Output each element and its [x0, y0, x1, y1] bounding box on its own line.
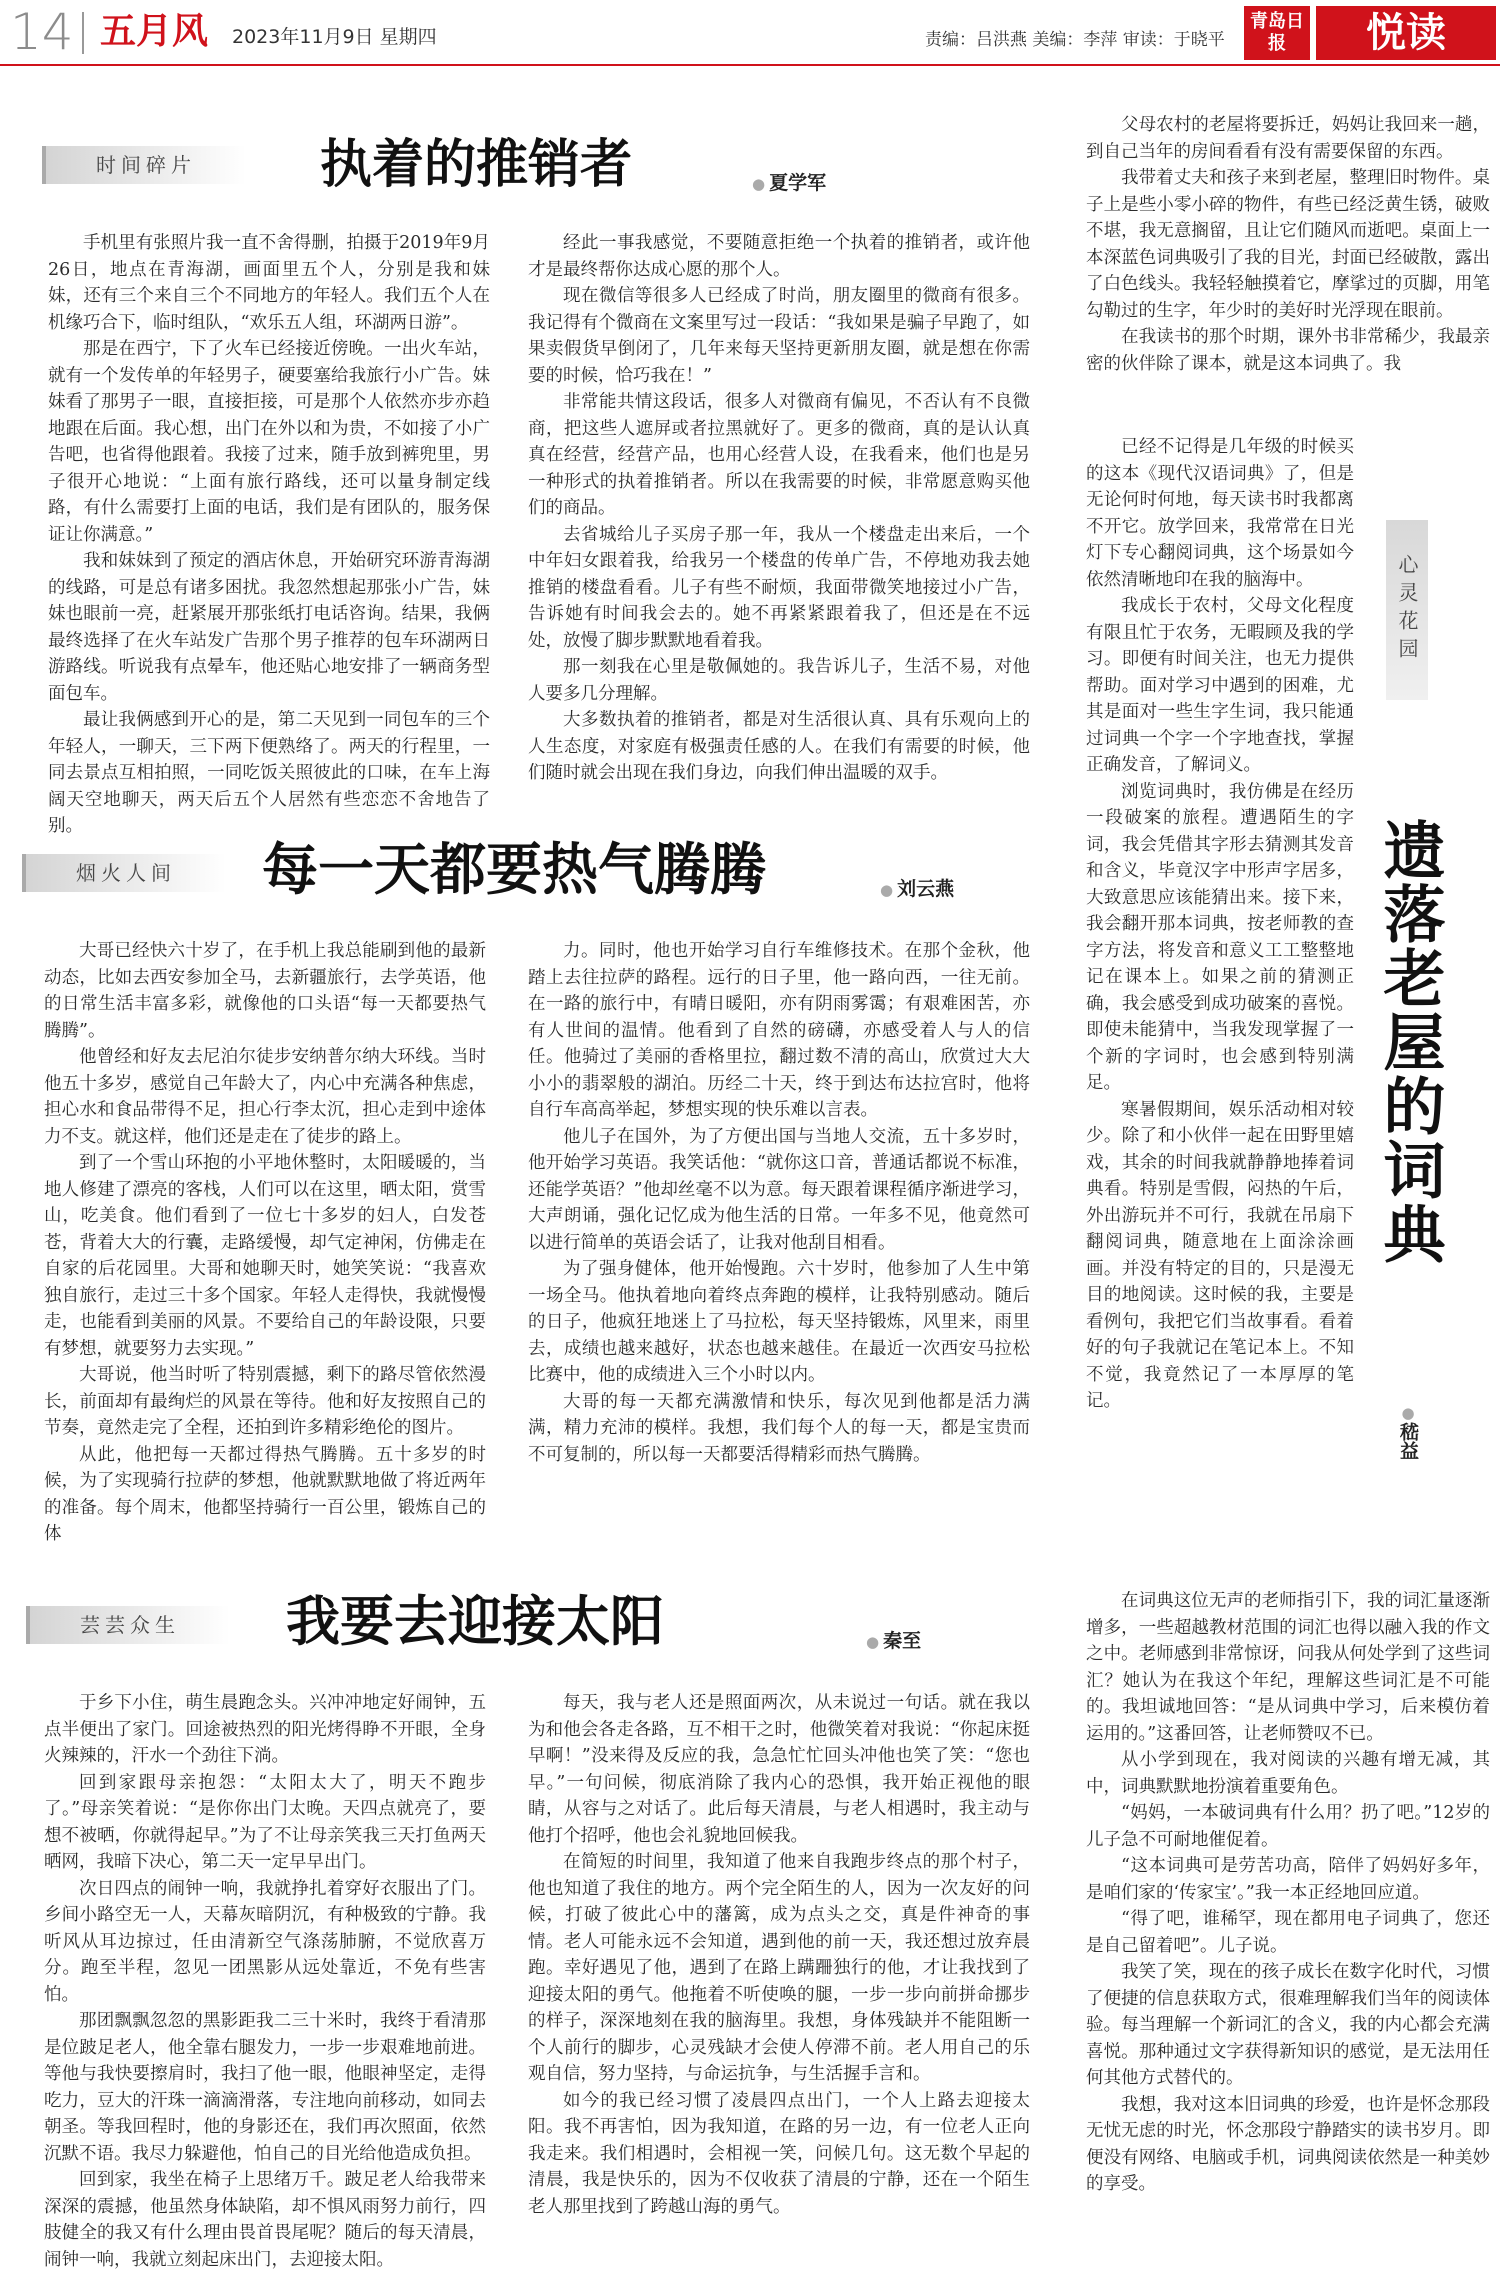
page-number: 14: [10, 3, 74, 61]
paragraph: 于乡下小住，萌生晨跑念头。兴冲冲地定好闹钟，五点半便出了家门。回途被热烈的阳光烤得睁不开眼，全身火辣辣的，汗水一个劲往下淌。: [44, 1693, 486, 1766]
paragraph: 我笑了笑，现在的孩子成长在数字化时代，习惯了便捷的信息获取方式，很难理解我们当年的阅读体验。每当理解一个新词汇的含义，我的内心都会充满喜悦。那种通过文字获得新知识的感觉，是无法用任何其他方式替代的。: [1086, 1962, 1490, 2088]
paragraph: 如今的我已经习惯了凌晨四点出门，一个人上路去迎接太阳。我不再害怕，因为我知道，在路的另一边，有一位老人正向我走来。我们相遇时，会相视一笑，问候几句。这无数个早起的清晨，我是快乐的，因为不仅收获了清晨的宁静，还在一个陌生老人那里找到了跨越山海的勇气。: [528, 2090, 1030, 2217]
paragraph: 从此，他把每一天都过得热气腾腾。五十多岁的时候，为了实现骑行拉萨的梦想，他就默默地做了将近两年的准备。每个周末，他都坚持骑行一百公里，锻炼自己的体: [44, 1444, 486, 1544]
article-author: ● 刘云燕: [880, 874, 954, 901]
masthead: [0, 0, 1500, 66]
paragraph: 寒暑假期间，娱乐活动相对较少。除了和小伙伴一起在田野里嬉戏，其余的时间我就静静地捧着词典看。特别是雪假，闷热的午后，外出游玩并不可行，我就在吊扇下翻阅词典，随意地在上面涂涂画画。并没有特定的目的，只是漫无目的地阅读。这时候的我，主要是看例句，我把它们当故事看。看着好的句子我就记在笔记本上。不知不觉，我竟然记了一本厚厚的笔记。: [1086, 1099, 1354, 1411]
paragraph: 回到家跟母亲抱怨：“太阳太大了，明天不跑步了。”母亲笑着说：“是你你出门太晚。天四点就亮了，要想不被晒，你就得起早。”为了不让母亲笑我三天打鱼两天晒网，我暗下决心，第二天一定早早出门。: [44, 1772, 486, 1872]
article-column-2: [528, 938, 1030, 1534]
article-tag: 芸芸众生: [26, 1606, 230, 1644]
paragraph: 现在微信等很多人已经成了时尚，朋友圈里的微商有很多。我记得有个微商在文案里写过一段话：“我如果是骗子早跑了，如果卖假货早倒闭了，几年来每天坚持更新朋友圈，就是想在你需要的时候，恰巧我在！”: [528, 286, 1030, 386]
article-tag: 时间碎片: [42, 146, 246, 184]
paragraph: 在简短的时间里，我知道了他来自我跑步终点的那个村子，他也知道了我住的地方。两个完全陌生的人，因为一次友好的问候，打破了彼此心中的藩篱，成为点头之交，真是件神奇的事情。老人可能永远不会知道，遇到他的前一天，我还想过放弃晨跑。幸好遇见了他，遇到了在路上蹒跚独行的他，才让我找到了迎接太阳的勇气。他拖着不听使唤的腿，一步一步向前拼命挪步的样子，深深地刻在我的脑海里。我想，身体残缺并不能阻断一个人前行的脚步，心灵残缺才会使人停滞不前。老人用自己的乐观自信，努力坚持，与命运抗争，与生活握手言和。: [528, 1852, 1030, 2084]
paragraph: “妈妈，一本破词典有什么用？扔了吧。”12岁的儿子急不可耐地催促着。: [1086, 1803, 1490, 1850]
article-title: 执着的推销者: [320, 135, 633, 195]
paragraph: 大哥已经快六十岁了，在手机上我总能刷到他的最新动态，比如去西安参加全马，去新疆旅行，去学英语，他的日常生活丰富多彩，就像他的口头语“每一天都要热气腾腾”。: [44, 941, 486, 1041]
paragraph: 回到家，我坐在椅子上思绪万千。跛足老人给我带来深深的震撼，他虽然身体缺陷，却不惧风雨努力前行，四肢健全的我又有什么理由畏首畏尾呢？随后的每天清晨，闹钟一响，我就立刻起床出门，去迎接太阳。: [44, 2170, 486, 2270]
paragraph: 次日四点的闹钟一响，我就挣扎着穿好衣服出了门。乡间小路空无一人，天幕灰暗阴沉，有种极致的宁静。我听风从耳边掠过，任由清新空气涤荡肺腑，不觉欣喜万分。跑至半程，忽见一团黑影从远处靠近，不免有些害怕。: [44, 1878, 486, 2005]
feature-bottom-text: [1086, 1588, 1490, 2236]
paragraph: “这本词典可是劳苦功高，陪伴了妈妈好多年，是咱们家的‘传家宝’。”我一本正经地回应道。: [1086, 1856, 1490, 1903]
paragraph: 已经不记得是几年级的时候买的这本《现代汉语词典》了，但是无论何时何地，每天读书时我都离不开它。放学回来，我常常在日光灯下专心翻阅词典，这个场景如今依然清晰地印在我的脑海中。: [1086, 437, 1354, 590]
article-author: ● 秦至: [866, 1626, 921, 1653]
masthead-rule: [0, 64, 1500, 66]
paragraph: 经此一事我感觉，不要随意拒绝一个执着的推销者，或许他才是最终帮你达成心愿的那个人。: [528, 233, 1030, 280]
issue-date: 2023年11月9日 星期四: [232, 26, 437, 48]
paragraph: 那团飘飘忽忽的黑影距我二三十米时，我终于看清那是位跛足老人，他全靠右腿发力，一步一步艰难地前进。等他与我快要擦肩时，我扫了他一眼，他眼神坚定，走得吃力，豆大的汗珠一滴滴滑落，专注地向前移动，如同去朝圣。等我回程时，他的身影还在，我们再次照面，依然沉默不语。我尽力躲避他，怕自己的目光给他造成负担。: [44, 2011, 486, 2164]
article-column-1: [44, 938, 486, 1544]
paragraph: 到了一个雪山环抱的小平地休整时，太阳暖暖的，当地人修建了漂亮的客栈，人们可以在这里，晒太阳，赏雪山，吃美食。他们看到了一位七十多岁的妇人，白发苍苍，背着大大的行囊，走路缓慢，却气定神闲，仿佛走在自家的后花园里。大哥和她聊天时，她笑笑说：“我喜欢独自旅行，走过三十多个国家。年轻人走得快，我就慢慢走，也能看到美丽的风景。不要给自己的年龄设限，只要有梦想，就要努力去实现。”: [44, 1153, 486, 1359]
feature-tag: 心灵花园: [1386, 520, 1428, 700]
paragraph: 每天，我与老人还是照面两次，从未说过一句话。就在我以为和他会各走各路，互不相干之时，他微笑着对我说：“你起床挺早啊！”没来得及反应的我，急急忙忙回头冲他也笑了笑：“您也早。”一句问候，彻底消除了我内心的恐惧，我开始正视他的眼睛，从容与之对话了。此后每天清晨，与老人相遇时，我主动与他打个招呼，他也会礼貌地回候我。: [528, 1693, 1030, 1846]
paragraph: 去省城给儿子买房子那一年，我从一个楼盘走出来后，一个中年妇女跟着我，给我另一个楼盘的传单广告，不停地劝我去她推销的楼盘看看。儿子有些不耐烦，我面带微笑地接过小广告，告诉她有时间我会去的。她不再紧紧跟着我了，但还是在不远处，放慢了脚步默默地看着我。: [528, 524, 1030, 651]
paragraph: 浏览词典时，我仿佛是在经历一段破案的旅程。遭遇陌生的字词，我会凭借其字形去猜测其发音和含义，毕竟汉字中形声字居多，大致意思应该能猜出来。接下来，我会翻开那本词典，按老师教的查字方法，将发音和意义工工整整地记在课本上。如果之前的猜测正确，我会感受到成功破案的喜悦。即使未能猜中，当我发现掌握了一个新的字词时，也会感到特别满足。: [1086, 781, 1354, 1093]
paragraph: 我成长于农村，父母文化程度有限且忙于农务，无暇顾及我的学习。即便有时间关注，也无力提供帮助。面对学习中遇到的困难，尤其是面对一些生字生词，我只能通过词典一个字一个字地查找，掌握正确发音，了解词义。: [1086, 596, 1354, 775]
paragraph: 力。同时，他也开始学习自行车维修技术。在那个金秋，他踏上去往拉萨的路程。远行的日子里，他一路向西，一往无前。在一路的旅行中，有晴日暖阳，亦有阴雨雾霭；有艰难困苦，亦有人世间的温情。他看到了自然的磅礴，亦感受着人与人的信任。他骑过了美丽的香格里拉，翻过数不清的高山，欣赏过大大小小的翡翠般的湖泊。历经二十天，终于到达布达拉宫时，他将自行车高高举起，梦想实现的快乐难以言表。: [528, 941, 1030, 1120]
paragraph: 在词典这位无声的老师指引下，我的词汇量逐渐增多，一些超越教材范围的词汇也得以融入我的作文之中。老师感到非常惊讶，问我从何处学到了这些词汇？她认为在我这个年纪，理解这些词汇是不可能的。我坦诚地回答：“是从词典中学习，后来模仿着运用的。”这番回答，让老师赞叹不已。: [1086, 1591, 1490, 1744]
article-title: 每一天都要热气腾腾: [262, 838, 766, 903]
paragraph: 在我读书的那个时期，课外书非常稀少，我最亲密的伙伴除了课本，就是这本词典了。我: [1086, 327, 1490, 374]
paragraph: 为了强身健体，他开始慢跑。六十岁时，他参加了人生中第一场全马。他执着地向着终点奔跑的模样，让我特别感动。随后的日子，他疯狂地迷上了马拉松，每天坚持锻炼，风里来，雨里去，成绩也越来越好，状态也越来越佳。在最近一次西安马拉松比赛中，他的成绩进入三个小时以内。: [528, 1259, 1030, 1385]
paragraph: 他儿子在国外，为了方便出国与当地人交流，五十多岁时，他开始学习英语。我笑话他：“就你这口音，普通话都说不标准，还能学英语？”他却丝毫不以为意。每天跟着课程循序渐进学习，大声朗诵，强化记忆成为他生活的日常。一年多不见，他竟然可以进行简单的英语会话了，让我对他刮目相看。: [528, 1126, 1030, 1253]
paragraph: 手机里有张照片我一直不舍得删，拍摄于2019年9月26日，地点在青海湖，画面里五个人，分别是我和妹妹，还有三个来自三个不同地方的年轻人。我们五个人在机缘巧合下，临时组队，“欢乐五人组，环湖两日游”。: [48, 233, 490, 333]
paragraph: 那一刻我在心里是敬佩她的。我告诉儿子，生活不易，对他人要多几分理解。: [528, 657, 1030, 704]
article-column-2: [528, 1690, 1030, 2236]
feature-top-text: [1086, 112, 1490, 432]
paragraph: 大多数执着的推销者，都是对生活很认真、具有乐观向上的人生态度，对家庭有极强责任感的人。在我们有需要的时候，他们随时就会出现在我们身边，向我们伸出温暖的双手。: [528, 710, 1030, 783]
column-name: 悦读: [1316, 6, 1496, 60]
paragraph: 我和妹妹到了预定的酒店休息，开始研究环游青海湖的线路，可是总有诸多困扰。我忽然想起那张小广告，妹妹也眼前一亮，赶紧展开那张纸打电话咨询。结果，我俩最终选择了在火车站发广告那个男子推荐的包车环湖两日游路线。听说我有点晕车，他还贴心地安排了一辆商务型面包车。: [48, 551, 490, 704]
paragraph: 大哥说，他当时听了特别震撼，剩下的路尽管依然漫长，前面却有最绚烂的风景在等待。他和好友按照自己的节奏，竟然走完了全程，还拍到许多精彩绝伦的图片。: [44, 1365, 486, 1438]
feature-author: ● 嵇益: [1396, 1404, 1422, 1460]
article-column-1: [48, 230, 490, 836]
paragraph: 最让我俩感到开心的是，第二天见到一同包车的三个年轻人，一聊天，三下两下便熟络了。两天的行程里，一同去景点互相拍照，一同吃饭关照彼此的口味，在车上海阔天空地聊天，两天后五个人居然有些恋恋不舍地告了别。: [48, 710, 490, 836]
masthead-divider: [82, 12, 84, 54]
paragraph: 大哥的每一天都充满激情和快乐，每次见到他都是活力满满，精力充沛的模样。我想，我们每个人的每一天，都是宝贵而不可复制的，所以每一天都要活得精彩而热气腾腾。: [528, 1391, 1030, 1465]
feature-narrow-column: [1086, 434, 1354, 1582]
article-column-1: [44, 1690, 486, 2270]
paragraph: 非常能共情这段话，很多人对微商有偏见，不否认有不良微商，把这些人遮屏或者拉黑就好了。更多的微商，真的是认认真真在经营，经营产品，也用心经营人设，在我看来，他们也是另一种形式的执着推销者。所以在我需要的时候，非常愿意购买他们的商品。: [528, 392, 1030, 518]
feature-title: 遗落老屋的词典: [1373, 818, 1446, 1266]
paragraph: “得了吧，谁稀罕，现在都用电子词典了，您还是自己留着吧”。儿子说。: [1086, 1909, 1490, 1956]
article-tag: 烟火人间: [22, 854, 226, 892]
paragraph: 父母农村的老屋将要拆迁，妈妈让我回来一趟，到自己当年的房间看看有没有需要保留的东西。: [1086, 115, 1490, 162]
section-name: 五月风: [100, 11, 209, 52]
paragraph: 那是在西宁，下了火车已经接近傍晚。一出火车站，就有一个发传单的年轻男子，硬要塞给我旅行小广告。妹妹看了那男子一眼，直接拒接，可是那个人依然亦步亦趋地跟在后面。我心想，出门在外以和为贵，不如接了小广告吧，也省得他跟着。我接了过来，随手放到裤兜里，男子很开心地说：“上面有旅行路线，还可以量身制定线路，有什么需要打上面的电话，我们是有团队的，服务保证让你满意。”: [48, 339, 490, 545]
paragraph: 从小学到现在，我对阅读的兴趣有增无减，其中，词典默默地扮演着重要角色。: [1086, 1750, 1490, 1797]
article-title: 我要去迎接太阳: [286, 1590, 664, 1653]
paragraph: 他曾经和好友去尼泊尔徒步安纳普尔纳大环线。当时他五十多岁，感觉自己年龄大了，内心中充满各种焦虑，担心水和食品带得不足，担心行李太沉，担心走到中途体力不支。就这样，他们还是走在了徒步的路上。: [44, 1047, 486, 1147]
paragraph: 我想，我对这本旧词典的珍爱，也许是怀念那段无忧无虑的时光，怀念那段宁静踏实的读书岁月。即便没有网络、电脑或手机，词典阅读依然是一种美妙的享受。: [1086, 2094, 1490, 2194]
article-column-2: [528, 230, 1030, 800]
editor-credits: 责编：吕洪燕 美编：李萍 审读：于晓平: [925, 30, 1225, 50]
paragraph: 我带着丈夫和孩子来到老屋，整理旧时物件。桌子上是些小零小碎的物件，有些已经泛黄生锈，破败不堪，我无意搁留，且让它们随风而逝吧。桌面上一本深蓝色词典吸引了我的目光，封面已经破散，露出了白色线头。我轻轻触摸着它，摩挲过的页脚，用笔勾勒过的生字，年少时的美好时光浮现在眼前。: [1086, 168, 1490, 321]
newspaper-logo: 青岛日报: [1244, 6, 1310, 60]
article-author: ● 夏学军: [752, 168, 826, 195]
